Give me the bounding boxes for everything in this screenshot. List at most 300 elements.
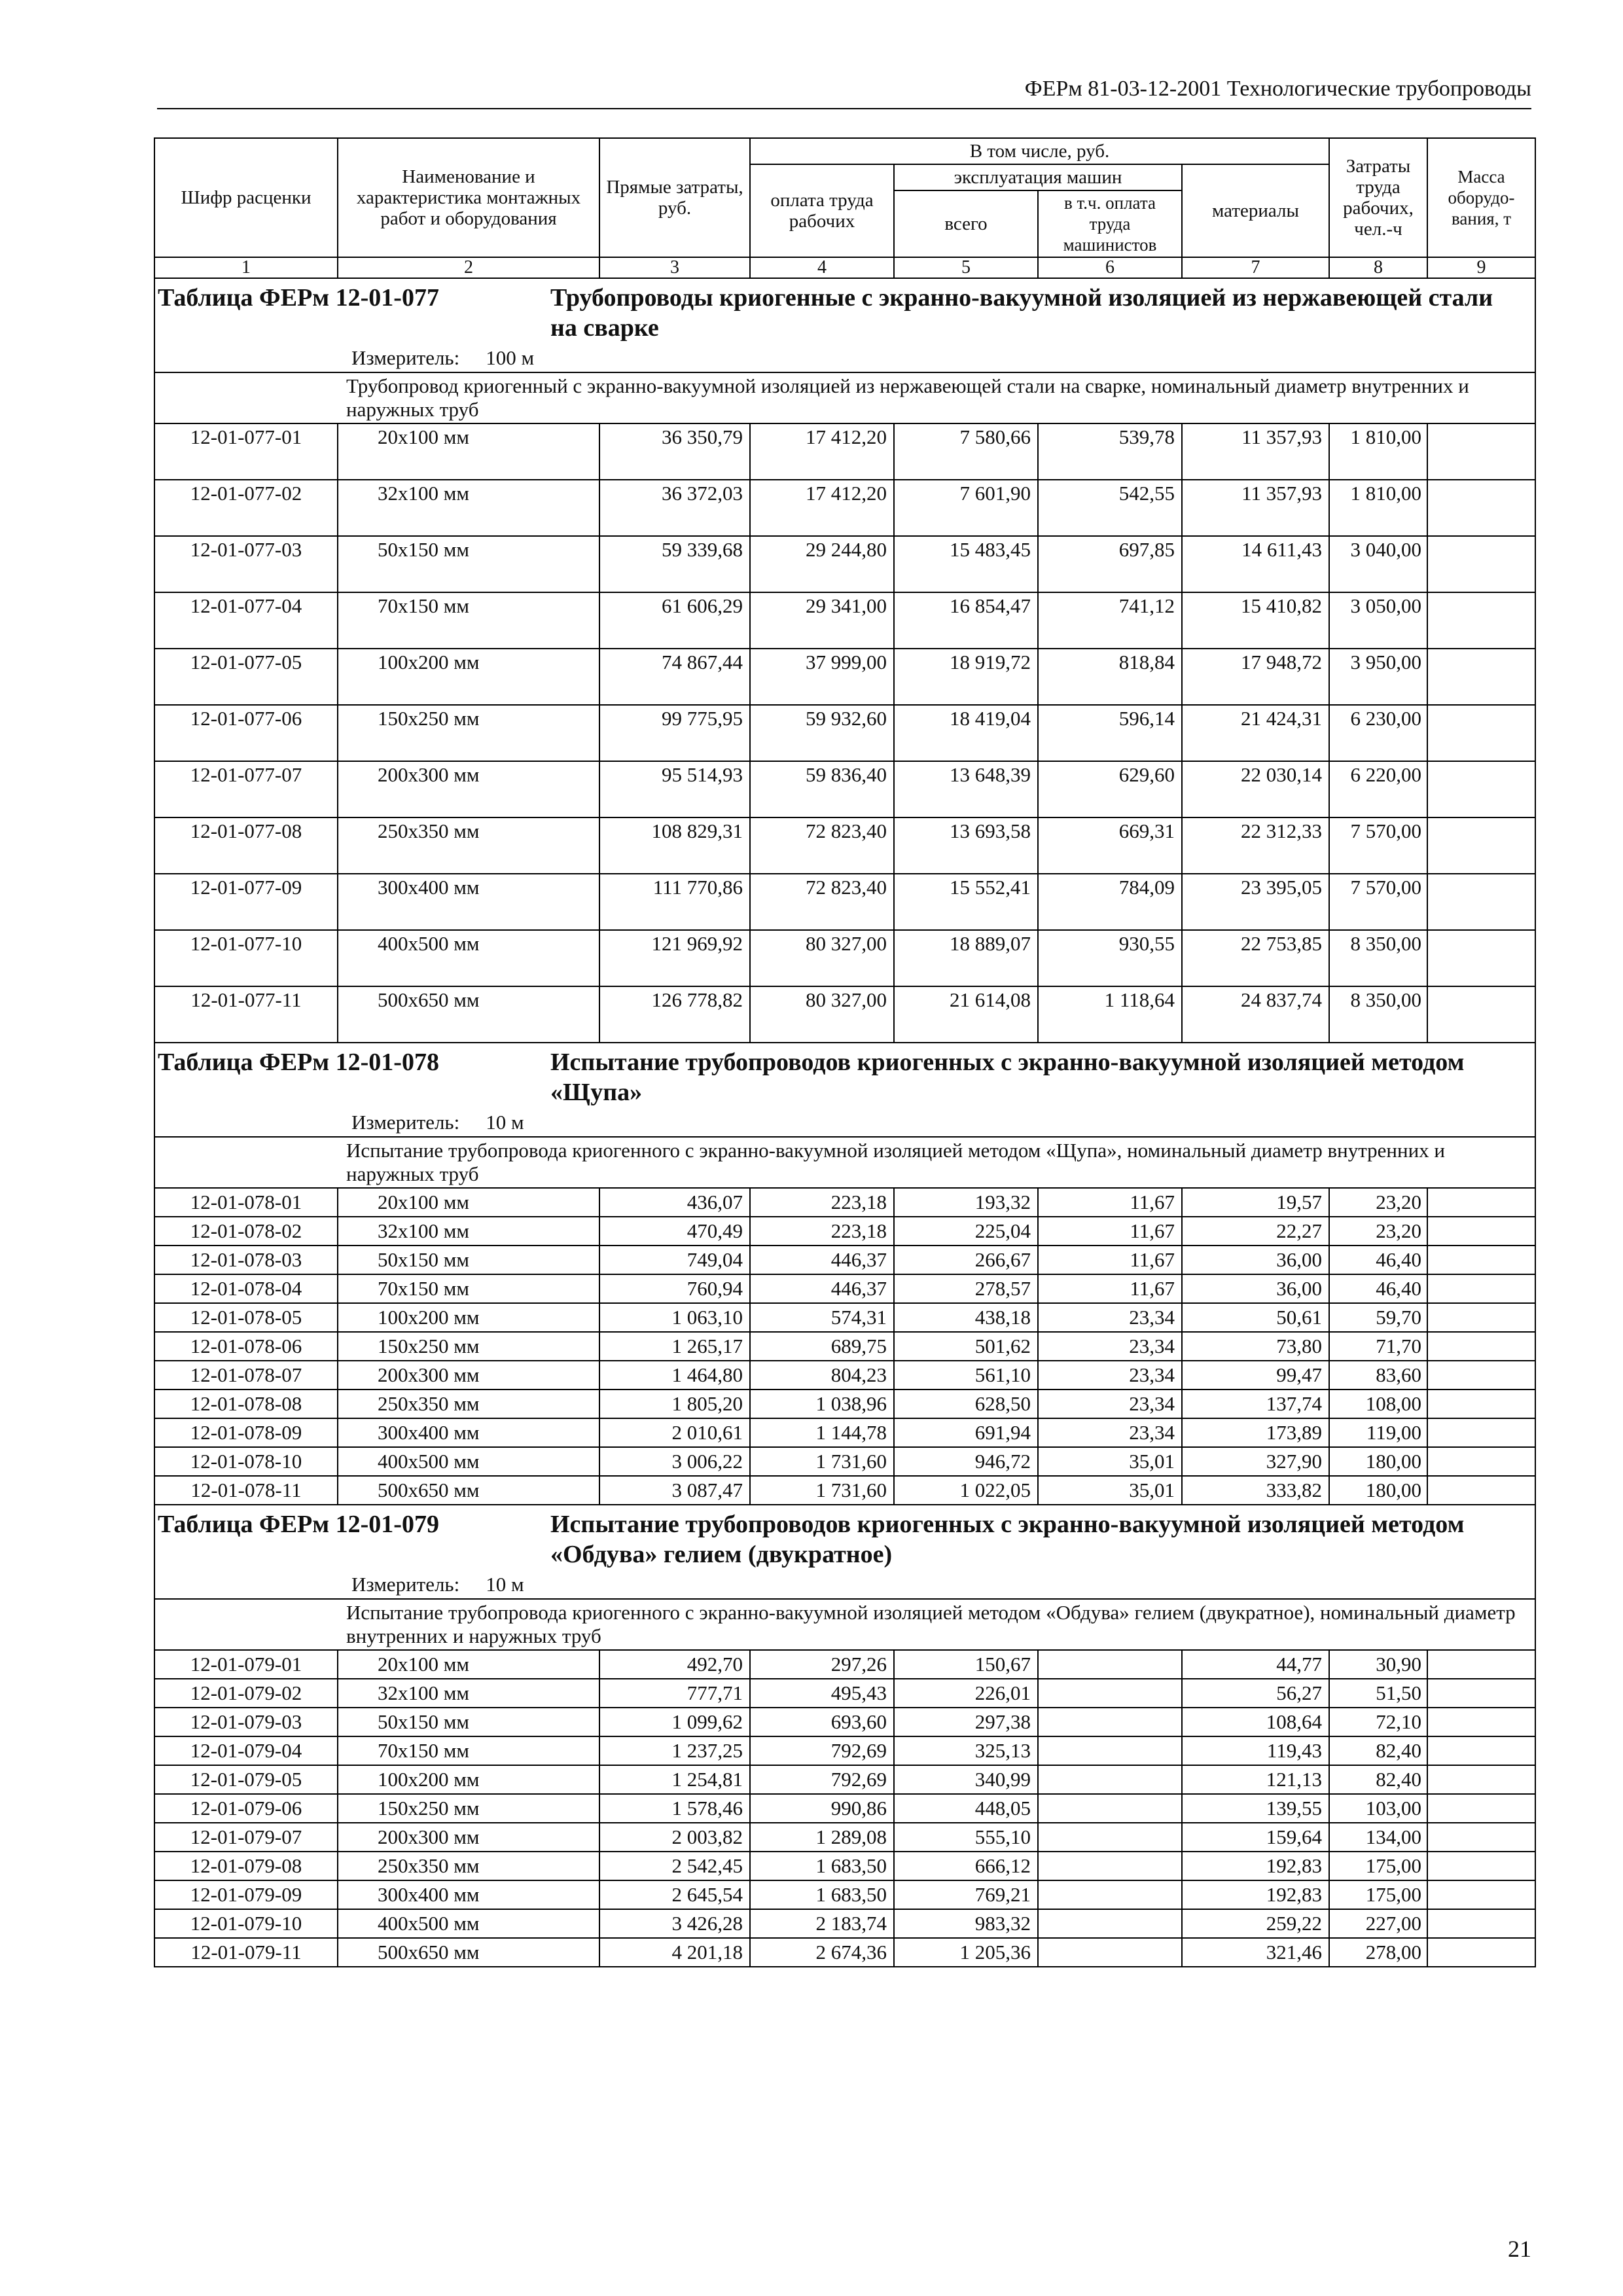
machines-total: 266,67 (894, 1246, 1038, 1274)
measure-label: Измеритель: (351, 1111, 460, 1134)
machines-total: 225,04 (894, 1217, 1038, 1246)
work-name: 32х100 мм (338, 480, 599, 536)
machines-total: 983,32 (894, 1909, 1038, 1938)
equipment-mass (1427, 480, 1535, 536)
work-name: 200х300 мм (338, 1823, 599, 1852)
rate-code: 12-01-078-05 (154, 1303, 338, 1332)
section-description (154, 372, 1535, 423)
machinists-pay (1038, 1852, 1182, 1880)
direct-cost: 4 201,18 (599, 1938, 750, 1967)
machines-total: 1 205,36 (894, 1938, 1038, 1967)
machines-total: 438,18 (894, 1303, 1038, 1332)
section-title: Испытание трубопроводов криогенных с экранно-вакуумной изоляцией методом «Обдува» гелием (двукратное) (550, 1511, 1465, 1568)
table-row (154, 423, 1535, 480)
section-measure-row (154, 344, 1535, 372)
work-name: 70х150 мм (338, 1736, 599, 1765)
work-name: 150х250 мм (338, 705, 599, 761)
rate-code: 12-01-079-10 (154, 1909, 338, 1938)
machines-total: 16 854,47 (894, 592, 1038, 649)
column-number: 3 (599, 257, 750, 278)
work-name: 20х100 мм (338, 1650, 599, 1679)
machines-total: 18 419,04 (894, 705, 1038, 761)
table-row (154, 649, 1535, 705)
rate-code: 12-01-077-09 (154, 874, 338, 930)
rate-code: 12-01-078-09 (154, 1418, 338, 1447)
machinists-pay: 11,67 (1038, 1246, 1182, 1274)
materials: 192,83 (1182, 1880, 1329, 1909)
table-row (154, 480, 1535, 536)
labor-hours: 82,40 (1329, 1736, 1427, 1765)
machinists-pay: 35,01 (1038, 1447, 1182, 1476)
rate-code: 12-01-079-05 (154, 1765, 338, 1794)
rate-code: 12-01-079-08 (154, 1852, 338, 1880)
direct-cost: 108 829,31 (599, 817, 750, 874)
equipment-mass (1427, 1909, 1535, 1938)
description-text: Испытание трубопровода криогенного с экранно-вакуумной изоляцией методом «Обдува» гелием (двукратное), номинальный диаметр внутренних и наружных труб (346, 1601, 1516, 1647)
table-row (154, 1418, 1535, 1447)
table-row (154, 536, 1535, 592)
table-header (154, 138, 1535, 257)
section-title-row (154, 278, 1535, 344)
header-rule (157, 108, 1531, 109)
section-title-row (154, 1505, 1535, 1571)
equipment-mass (1427, 1736, 1535, 1765)
direct-cost: 126 778,82 (599, 986, 750, 1043)
rate-code: 12-01-078-04 (154, 1274, 338, 1303)
col-header-machinists-pay: в т.ч. оплата труда машинистов (1038, 190, 1182, 257)
machines-total: 691,94 (894, 1418, 1038, 1447)
rate-code: 12-01-079-11 (154, 1938, 338, 1967)
table-row (154, 592, 1535, 649)
machinists-pay: 930,55 (1038, 930, 1182, 986)
machinists-pay (1038, 1650, 1182, 1679)
direct-cost: 436,07 (599, 1188, 750, 1217)
column-number: 1 (154, 257, 338, 278)
materials: 14 611,43 (1182, 536, 1329, 592)
machines-total: 1 022,05 (894, 1476, 1038, 1505)
rate-code: 12-01-077-02 (154, 480, 338, 536)
col-header-machines-total: всего (894, 190, 1038, 257)
section-title-cell (154, 1505, 1535, 1571)
labor-hours: 8 350,00 (1329, 986, 1427, 1043)
labor-pay: 689,75 (750, 1332, 894, 1361)
machinists-pay (1038, 1880, 1182, 1909)
machinists-pay: 23,34 (1038, 1418, 1182, 1447)
equipment-mass (1427, 761, 1535, 817)
work-name: 300х400 мм (338, 874, 599, 930)
section-description-row (154, 372, 1535, 423)
equipment-mass (1427, 1852, 1535, 1880)
labor-hours: 7 570,00 (1329, 874, 1427, 930)
section-code: Таблица ФЕРм 12-01-078 (158, 1049, 439, 1076)
machinists-pay: 741,12 (1038, 592, 1182, 649)
materials: 56,27 (1182, 1679, 1329, 1708)
labor-hours: 180,00 (1329, 1447, 1427, 1476)
materials: 22 753,85 (1182, 930, 1329, 986)
labor-pay: 29 341,00 (750, 592, 894, 649)
table-row (154, 1188, 1535, 1217)
table-row (154, 1794, 1535, 1823)
machines-total: 7 580,66 (894, 423, 1038, 480)
rate-code: 12-01-077-07 (154, 761, 338, 817)
machinists-pay: 629,60 (1038, 761, 1182, 817)
direct-cost: 36 372,03 (599, 480, 750, 536)
materials: 259,22 (1182, 1909, 1329, 1938)
work-name: 70х150 мм (338, 1274, 599, 1303)
table-row (154, 1476, 1535, 1505)
labor-pay: 297,26 (750, 1650, 894, 1679)
machinists-pay (1038, 1938, 1182, 1967)
machines-total: 226,01 (894, 1679, 1038, 1708)
column-number: 2 (338, 257, 599, 278)
work-name: 32х100 мм (338, 1217, 599, 1246)
work-name: 500х650 мм (338, 1476, 599, 1505)
direct-cost: 2 003,82 (599, 1823, 750, 1852)
rate-code: 12-01-077-10 (154, 930, 338, 986)
machinists-pay (1038, 1765, 1182, 1794)
rate-code: 12-01-079-02 (154, 1679, 338, 1708)
machines-total: 555,10 (894, 1823, 1038, 1852)
direct-cost: 99 775,95 (599, 705, 750, 761)
machines-total: 13 648,39 (894, 761, 1038, 817)
direct-cost: 1 265,17 (599, 1332, 750, 1361)
table-row (154, 1303, 1535, 1332)
machinists-pay: 11,67 (1038, 1188, 1182, 1217)
table-row (154, 1447, 1535, 1476)
rate-code: 12-01-078-07 (154, 1361, 338, 1390)
equipment-mass (1427, 1246, 1535, 1274)
equipment-mass (1427, 1823, 1535, 1852)
labor-pay: 1 731,60 (750, 1476, 894, 1505)
work-name: 50х150 мм (338, 1246, 599, 1274)
work-name: 300х400 мм (338, 1880, 599, 1909)
section-measure (154, 1109, 1535, 1137)
machines-total: 13 693,58 (894, 817, 1038, 874)
machinists-pay (1038, 1794, 1182, 1823)
direct-cost: 36 350,79 (599, 423, 750, 480)
materials: 73,80 (1182, 1332, 1329, 1361)
labor-pay: 17 412,20 (750, 423, 894, 480)
work-name: 70х150 мм (338, 592, 599, 649)
work-name: 150х250 мм (338, 1794, 599, 1823)
table-row (154, 930, 1535, 986)
section-description-row (154, 1137, 1535, 1188)
materials: 15 410,82 (1182, 592, 1329, 649)
machines-total: 15 552,41 (894, 874, 1038, 930)
materials: 36,00 (1182, 1246, 1329, 1274)
machines-total: 340,99 (894, 1765, 1038, 1794)
machines-total: 561,10 (894, 1361, 1038, 1390)
direct-cost: 95 514,93 (599, 761, 750, 817)
labor-hours: 71,70 (1329, 1332, 1427, 1361)
equipment-mass (1427, 1794, 1535, 1823)
machinists-pay (1038, 1823, 1182, 1852)
labor-pay: 29 244,80 (750, 536, 894, 592)
work-name: 400х500 мм (338, 1447, 599, 1476)
machines-total: 18 889,07 (894, 930, 1038, 986)
direct-cost: 1 805,20 (599, 1390, 750, 1418)
machinists-pay: 697,85 (1038, 536, 1182, 592)
column-number: 7 (1182, 257, 1329, 278)
machines-total: 150,67 (894, 1650, 1038, 1679)
labor-pay: 1 683,50 (750, 1880, 894, 1909)
labor-hours: 175,00 (1329, 1852, 1427, 1880)
measure-value: 10 м (486, 1111, 524, 1134)
labor-pay: 223,18 (750, 1217, 894, 1246)
labor-pay: 17 412,20 (750, 480, 894, 536)
machines-total: 501,62 (894, 1332, 1038, 1361)
labor-hours: 46,40 (1329, 1246, 1427, 1274)
rate-code: 12-01-078-11 (154, 1476, 338, 1505)
materials: 321,46 (1182, 1938, 1329, 1967)
section-measure-row (154, 1109, 1535, 1137)
equipment-mass (1427, 1650, 1535, 1679)
labor-hours: 46,40 (1329, 1274, 1427, 1303)
machinists-pay: 23,34 (1038, 1332, 1182, 1361)
rate-code: 12-01-079-03 (154, 1708, 338, 1736)
direct-cost: 1 063,10 (599, 1303, 750, 1332)
materials: 173,89 (1182, 1418, 1329, 1447)
equipment-mass (1427, 1217, 1535, 1246)
table-row (154, 1852, 1535, 1880)
work-name: 300х400 мм (338, 1418, 599, 1447)
equipment-mass (1427, 1679, 1535, 1708)
labor-hours: 59,70 (1329, 1303, 1427, 1332)
machinists-pay: 539,78 (1038, 423, 1182, 480)
labor-hours: 7 570,00 (1329, 817, 1427, 874)
labor-pay: 2 183,74 (750, 1909, 894, 1938)
materials: 50,61 (1182, 1303, 1329, 1332)
column-number: 9 (1427, 257, 1535, 278)
table-row (154, 874, 1535, 930)
labor-hours: 1 810,00 (1329, 423, 1427, 480)
rate-code: 12-01-079-07 (154, 1823, 338, 1852)
labor-pay: 72 823,40 (750, 817, 894, 874)
labor-pay: 80 327,00 (750, 930, 894, 986)
col-header-labor: Затраты труда рабочих, чел.-ч (1329, 138, 1427, 257)
rate-code: 12-01-077-04 (154, 592, 338, 649)
labor-pay: 792,69 (750, 1765, 894, 1794)
rate-code: 12-01-078-08 (154, 1390, 338, 1418)
machinists-pay: 1 118,64 (1038, 986, 1182, 1043)
direct-cost: 749,04 (599, 1246, 750, 1274)
labor-pay: 1 038,96 (750, 1390, 894, 1418)
labor-hours: 227,00 (1329, 1909, 1427, 1938)
table-row (154, 1679, 1535, 1708)
equipment-mass (1427, 1476, 1535, 1505)
materials: 99,47 (1182, 1361, 1329, 1390)
labor-hours: 30,90 (1329, 1650, 1427, 1679)
labor-hours: 180,00 (1329, 1476, 1427, 1505)
equipment-mass (1427, 536, 1535, 592)
rate-code: 12-01-079-06 (154, 1794, 338, 1823)
materials: 121,13 (1182, 1765, 1329, 1794)
section-code: Таблица ФЕРм 12-01-079 (158, 1511, 439, 1538)
materials: 22 312,33 (1182, 817, 1329, 874)
labor-pay: 59 932,60 (750, 705, 894, 761)
rate-code: 12-01-077-01 (154, 423, 338, 480)
machines-total: 628,50 (894, 1390, 1038, 1418)
rate-code: 12-01-079-04 (154, 1736, 338, 1765)
labor-hours: 23,20 (1329, 1217, 1427, 1246)
table-row (154, 986, 1535, 1043)
work-name: 100х200 мм (338, 1303, 599, 1332)
materials: 137,74 (1182, 1390, 1329, 1418)
direct-cost: 1 237,25 (599, 1736, 750, 1765)
materials: 17 948,72 (1182, 649, 1329, 705)
equipment-mass (1427, 1390, 1535, 1418)
section-measure (154, 1571, 1535, 1599)
machines-total: 278,57 (894, 1274, 1038, 1303)
machinists-pay: 596,14 (1038, 705, 1182, 761)
materials: 327,90 (1182, 1447, 1329, 1476)
equipment-mass (1427, 1938, 1535, 1967)
direct-cost: 1 578,46 (599, 1794, 750, 1823)
direct-cost: 3 087,47 (599, 1476, 750, 1505)
materials: 192,83 (1182, 1852, 1329, 1880)
labor-hours: 72,10 (1329, 1708, 1427, 1736)
machines-total: 15 483,45 (894, 536, 1038, 592)
equipment-mass (1427, 930, 1535, 986)
direct-cost: 74 867,44 (599, 649, 750, 705)
work-name: 200х300 мм (338, 1361, 599, 1390)
section-description (154, 1599, 1535, 1650)
materials: 333,82 (1182, 1476, 1329, 1505)
materials: 22,27 (1182, 1217, 1329, 1246)
machines-total: 18 919,72 (894, 649, 1038, 705)
column-number: 8 (1329, 257, 1427, 278)
rate-code: 12-01-077-05 (154, 649, 338, 705)
equipment-mass (1427, 1418, 1535, 1447)
labor-pay: 80 327,00 (750, 986, 894, 1043)
equipment-mass (1427, 1880, 1535, 1909)
direct-cost: 1 254,81 (599, 1765, 750, 1794)
table-row (154, 1246, 1535, 1274)
column-number: 4 (750, 257, 894, 278)
section-title: Испытание трубопроводов криогенных с экранно-вакуумной изоляцией методом «Щупа» (550, 1049, 1465, 1106)
section-measure-row (154, 1571, 1535, 1599)
machines-total: 21 614,08 (894, 986, 1038, 1043)
equipment-mass (1427, 592, 1535, 649)
work-name: 400х500 мм (338, 930, 599, 986)
labor-pay: 574,31 (750, 1303, 894, 1332)
table-row (154, 1765, 1535, 1794)
direct-cost: 470,49 (599, 1217, 750, 1246)
section-measure (154, 344, 1535, 372)
direct-cost: 492,70 (599, 1650, 750, 1679)
table-row (154, 1361, 1535, 1390)
labor-hours: 119,00 (1329, 1418, 1427, 1447)
measure-label: Измеритель: (351, 1573, 460, 1596)
equipment-mass (1427, 1332, 1535, 1361)
machinists-pay: 784,09 (1038, 874, 1182, 930)
section-heading (158, 283, 1532, 343)
labor-hours: 103,00 (1329, 1794, 1427, 1823)
materials: 21 424,31 (1182, 705, 1329, 761)
measure-label: Измеритель: (351, 346, 460, 369)
materials: 19,57 (1182, 1188, 1329, 1217)
equipment-mass (1427, 1708, 1535, 1736)
labor-hours: 82,40 (1329, 1765, 1427, 1794)
equipment-mass (1427, 705, 1535, 761)
machinists-pay: 23,34 (1038, 1303, 1182, 1332)
machines-total: 448,05 (894, 1794, 1038, 1823)
materials: 23 395,05 (1182, 874, 1329, 930)
machinists-pay: 669,31 (1038, 817, 1182, 874)
machines-total: 7 601,90 (894, 480, 1038, 536)
table-row (154, 1736, 1535, 1765)
machines-total: 946,72 (894, 1447, 1038, 1476)
materials: 159,64 (1182, 1823, 1329, 1852)
work-name: 200х300 мм (338, 761, 599, 817)
equipment-mass (1427, 1361, 1535, 1390)
table-row (154, 1390, 1535, 1418)
labor-pay: 693,60 (750, 1708, 894, 1736)
labor-hours: 6 230,00 (1329, 705, 1427, 761)
machinists-pay: 11,67 (1038, 1274, 1182, 1303)
labor-pay: 37 999,00 (750, 649, 894, 705)
rate-code: 12-01-077-06 (154, 705, 338, 761)
labor-pay: 1 683,50 (750, 1852, 894, 1880)
work-name: 100х200 мм (338, 1765, 599, 1794)
machinists-pay: 23,34 (1038, 1390, 1182, 1418)
equipment-mass (1427, 986, 1535, 1043)
materials: 11 357,93 (1182, 480, 1329, 536)
running-header: ФЕРм 81-03-12-2001 Технологические трубопроводы (1024, 77, 1531, 101)
work-name: 20х100 мм (338, 1188, 599, 1217)
machinists-pay: 818,84 (1038, 649, 1182, 705)
equipment-mass (1427, 817, 1535, 874)
section-title: Трубопроводы криогенные с экранно-вакуумной изоляцией из нержавеющей стали на сварке (550, 284, 1493, 342)
rate-code: 12-01-078-02 (154, 1217, 338, 1246)
work-name: 50х150 мм (338, 536, 599, 592)
table-row (154, 1880, 1535, 1909)
materials: 22 030,14 (1182, 761, 1329, 817)
direct-cost: 61 606,29 (599, 592, 750, 649)
direct-cost: 111 770,86 (599, 874, 750, 930)
labor-pay: 990,86 (750, 1794, 894, 1823)
equipment-mass (1427, 1303, 1535, 1332)
work-name: 250х350 мм (338, 817, 599, 874)
table-row (154, 761, 1535, 817)
direct-cost: 59 339,68 (599, 536, 750, 592)
machines-total: 193,32 (894, 1188, 1038, 1217)
rates-table (154, 137, 1536, 1967)
direct-cost: 760,94 (599, 1274, 750, 1303)
section-heading (158, 1047, 1532, 1107)
machinists-pay (1038, 1708, 1182, 1736)
labor-hours: 1 810,00 (1329, 480, 1427, 536)
direct-cost: 2 542,45 (599, 1852, 750, 1880)
rate-code: 12-01-078-10 (154, 1447, 338, 1476)
page-number: 21 (1508, 2236, 1531, 2262)
col-header-machines: эксплуатация машин (894, 164, 1182, 190)
rate-code: 12-01-079-09 (154, 1880, 338, 1909)
table-row (154, 1217, 1535, 1246)
machines-total: 325,13 (894, 1736, 1038, 1765)
machinists-pay (1038, 1679, 1182, 1708)
materials: 11 357,93 (1182, 423, 1329, 480)
labor-hours: 3 040,00 (1329, 536, 1427, 592)
description-text: Испытание трубопровода криогенного с экранно-вакуумной изоляцией методом «Щупа», номинальный диаметр внутренних и наружных труб (346, 1139, 1446, 1185)
direct-cost: 3 006,22 (599, 1447, 750, 1476)
materials: 139,55 (1182, 1794, 1329, 1823)
labor-hours: 83,60 (1329, 1361, 1427, 1390)
labor-hours: 8 350,00 (1329, 930, 1427, 986)
labor-pay: 446,37 (750, 1274, 894, 1303)
work-name: 100х200 мм (338, 649, 599, 705)
column-number: 5 (894, 257, 1038, 278)
